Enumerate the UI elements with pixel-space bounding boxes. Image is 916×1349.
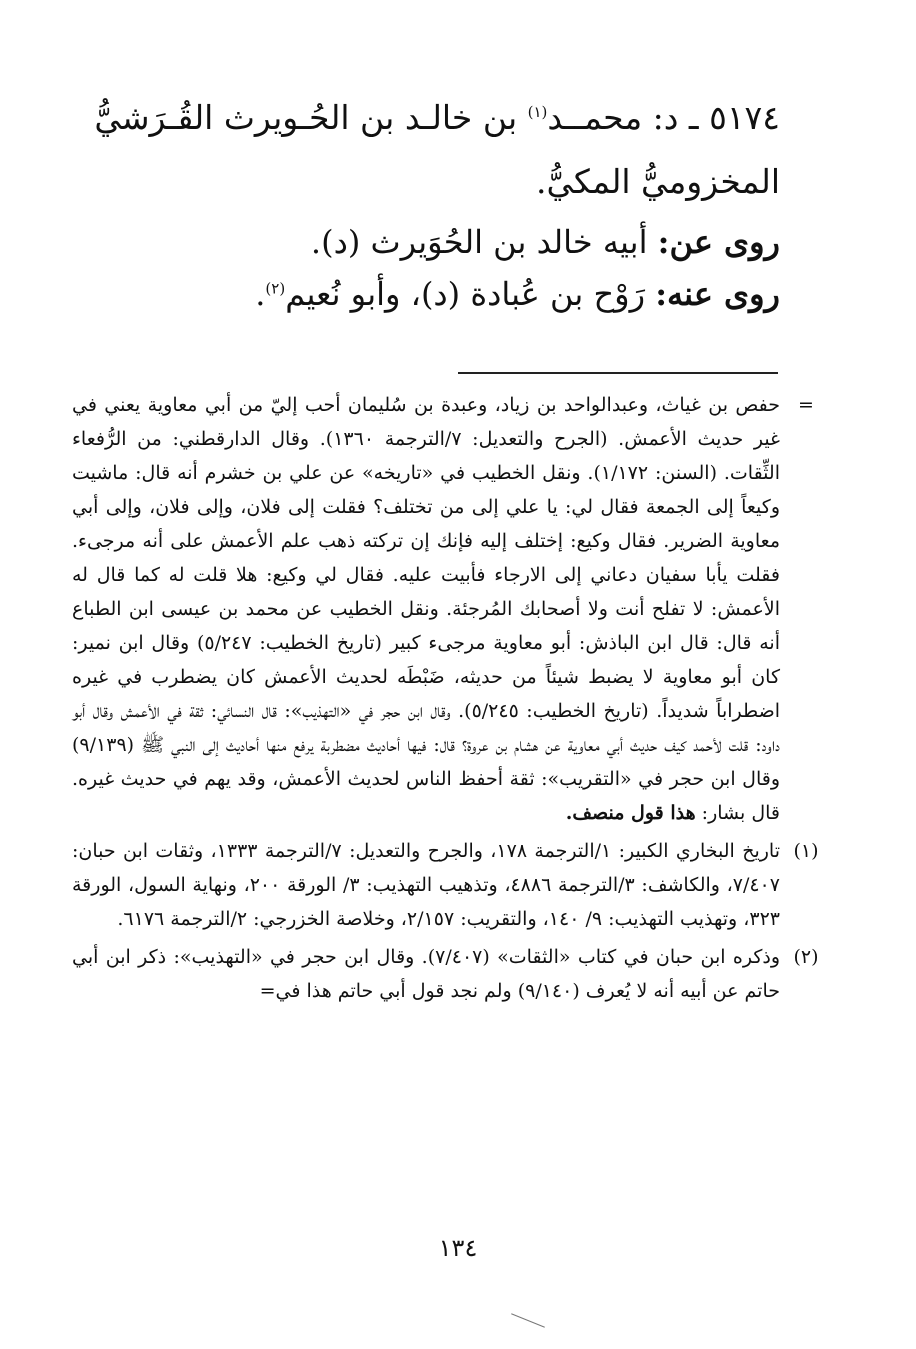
biography-entry-heading [80, 86, 780, 214]
footnote-marker: = [798, 394, 814, 416]
footnote-continuation [72, 388, 826, 830]
narrated-by-label: روى عنه: [655, 275, 780, 313]
footnote-marker: (٢) [793, 946, 819, 968]
narrated-from-label: روى عن: [657, 223, 780, 261]
entry-name-start: محمــد [547, 98, 643, 137]
footnote-marker: (١) [793, 840, 819, 862]
footnote-separator [458, 372, 778, 374]
narrated-from-text: أبيه خالد بن الحُوَيرث (د). [310, 223, 648, 261]
entry-name-rest: بن خالـد بن الحُـويرث القُـرَشيُّ المخزوميُّ المكيُّ. [94, 98, 780, 201]
narrated-by-end: . [255, 275, 266, 313]
footnote-2 [72, 940, 826, 1008]
scan-mark [511, 1313, 545, 1327]
footnotes [72, 388, 826, 1008]
footnote-bold-text: هذا قول منصف. [565, 802, 696, 824]
footnote-text: تاريخ البخاري الكبير: ١/الترجمة ١٧٨، والجرح والتعديل: ٧/الترجمة ١٣٣٣، وثقات ابن حبان: ٧/٤٠٧، والكاشف: ٣/الترجمة ٤٨٨٦، وتذهيب التهذيب: ٣/ الورقة ٢٠٠، ونهاية السول، الورقة ٣٢٣، وتهذيب التهذيب: ٩/ ١٤٠، والتقريب: ٢/١٥٧، وخلاصة الخزرجي: ٢/الترجمة ٦١٧٦. [72, 840, 780, 930]
footnote-1 [72, 834, 826, 936]
narrated-from-line [150, 218, 780, 266]
page-number: ١٣٤ [438, 1234, 478, 1262]
footnote-text: وذكره ابن حبان في كتاب «الثقات» (٧/٤٠٧). وقال ابن حجر في «التهذيب»: ذكر ابن أبي حاتم عن أبيه أنه لا يُعرف (٩/١٤٠) ولم نجد قول أبي حاتم هذا في= [72, 946, 780, 1002]
entry-number: ٥١٧٤ ـ د: [652, 98, 780, 137]
narrated-by-text: رَوْح بن عُبادة (د)، وأبو نُعيم [285, 275, 646, 313]
footnote-ref-1: (١) [527, 103, 548, 121]
footnote-text: حفص بن غياث، وعبدالواحد بن زياد، وعبدة بن سُليمان أحب إليّ من أبي معاوية يعني في غير حديث الأعمش. (الجرح والتعديل: ٧/الترجمة ١٣٦٠). وقال الدارقطني: من الرُّفعاء الثِّقات. (السنن: ١/١٧٢). ونقل الخطيب في «تاريخه» عن علي بن خشرم أنه قال: ماشيت وكيعاً إلى الجمعة فقال لي: يا علي إلى من تختلف؟ فقلت إلى فلان، وإلى فلان، وإلى أبي معاوية الضرير. فقال وكيع: إختلف إليه فإنك إن تركته ذهب علم الأعمش على أنه مرجىء. فقلت يأبا سفيان دعاني إلى الارجاء فأبيت عليه. فقال لي وكيع: هلا قلت له كما قال له الأعمش: لا تفلح أنت ولا أصحابك المُرجئة. ونقل الخطيب عن محمد بن عيسى ابن الطباع أنه قال: قال ابن الباذش: أبو معاوية مرجىء كبير (تاريخ الخطيب: ٥/٢٤٧) وقال ابن نمير: كان أبو معاوية لا يضبط شيئاً من حديثه، ضَبْطَه لحديث الأعمش كان يضطرب في غيره اضطراباً شديداً. (تاريخ الخطيب: ٥/٢٤٥). وقال ابن حجر في «التهذيب»: قال النسائي: ثقة في الأعمش وقال أبو داود: قلت لأحمد كيف حديث أبي معاوية عن هشام بن عروة؟ قال: فيها أحاديث مضطربة يرفع منها أحاديث إلى النبي ﷺ (٩/١٣٩) وقال ابن حجر في «التقريب»: ثقة أحفظ الناس لحديث الأعمش، وقد يهم في حديث غيره. قال بشار: [72, 394, 780, 824]
narrated-by-line [150, 270, 780, 318]
footnote-ref-2: (٢) [265, 279, 286, 298]
